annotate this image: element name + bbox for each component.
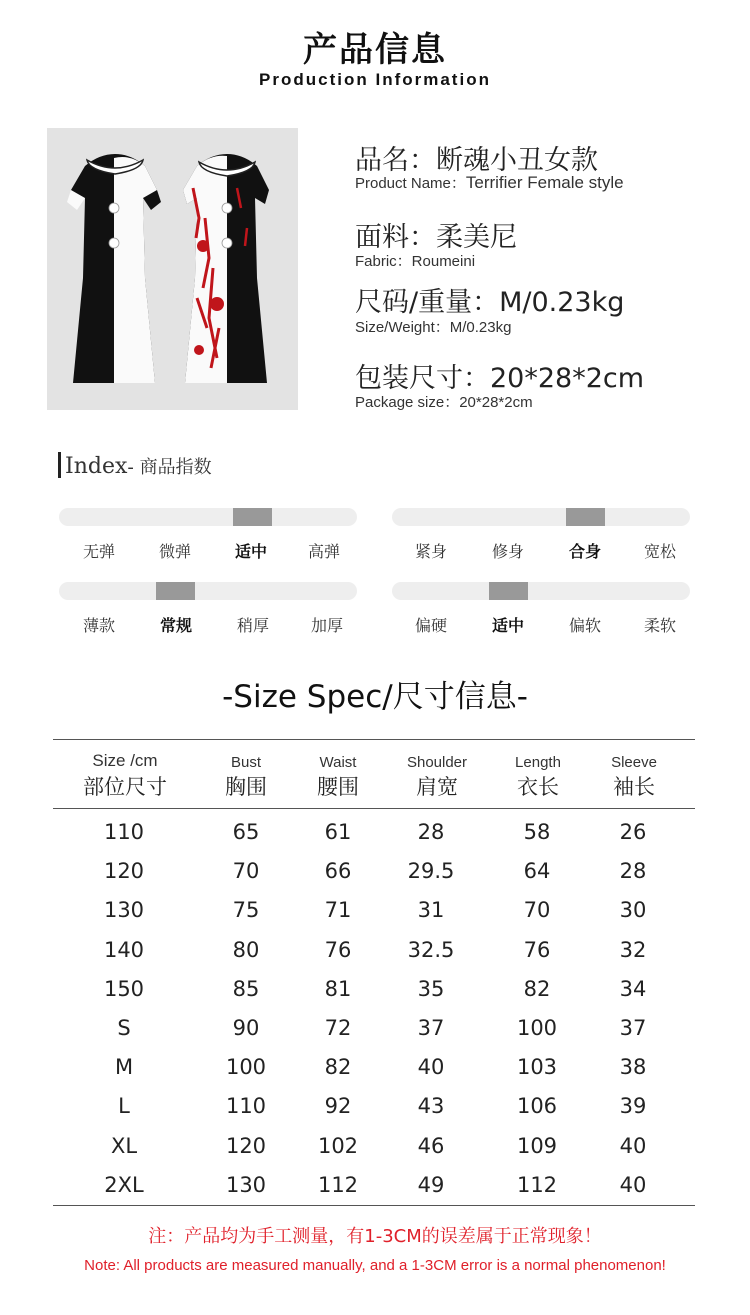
index-bar bbox=[58, 452, 61, 478]
table-cell: 40 bbox=[619, 1134, 647, 1158]
scale-label: 宽松 bbox=[643, 542, 676, 561]
scale-label: 无弹 bbox=[82, 542, 115, 561]
table-cell: XL bbox=[110, 1134, 138, 1158]
header-cn: 衣长 bbox=[517, 775, 559, 799]
product-name-en bbox=[355, 172, 624, 193]
table-cell: 75 bbox=[232, 898, 260, 922]
dress-blood-stained bbox=[183, 154, 269, 383]
scale-label: 薄款 bbox=[82, 616, 115, 635]
table-cell: 40 bbox=[417, 1055, 445, 1079]
scale-marker-elasticity bbox=[233, 508, 272, 526]
scale-track-softness bbox=[392, 582, 690, 600]
table-cell: 102 bbox=[317, 1134, 359, 1158]
table-cell: 80 bbox=[232, 938, 260, 962]
fabric: 面料：柔美尼 bbox=[355, 222, 517, 253]
table-cell: 65 bbox=[232, 820, 260, 844]
header-cn: 肩宽 bbox=[416, 775, 458, 799]
scale-label: 加厚 bbox=[310, 616, 343, 635]
table-cell: 110 bbox=[103, 820, 145, 844]
header-cn: 部位尺寸 bbox=[83, 775, 167, 799]
index-heading bbox=[58, 452, 212, 479]
table-cell: 112 bbox=[317, 1173, 359, 1197]
table-cell: 32 bbox=[619, 938, 647, 962]
package-size-en: Package size：20*28*2cm bbox=[355, 394, 533, 411]
table-cell: 130 bbox=[225, 1173, 267, 1197]
table-header-size bbox=[70, 751, 180, 801]
table-header-waist bbox=[298, 754, 378, 801]
table-cell: 31 bbox=[417, 898, 445, 922]
page-subtitle: Production Information bbox=[259, 70, 491, 89]
scale-label-selected: 适中 bbox=[491, 616, 524, 635]
table-cell: 109 bbox=[516, 1134, 558, 1158]
table-cell: 64 bbox=[523, 859, 551, 883]
table-cell: 40 bbox=[619, 1173, 647, 1197]
product-name-label: Product Name： bbox=[355, 175, 466, 192]
table-header-sleeve bbox=[594, 754, 674, 801]
table-cell: 120 bbox=[103, 859, 145, 883]
table-cell: 72 bbox=[324, 1016, 352, 1040]
table-cell: 110 bbox=[225, 1094, 267, 1118]
table-cell: 76 bbox=[324, 938, 352, 962]
table-cell: 28 bbox=[619, 859, 647, 883]
scale-label: 微弹 bbox=[158, 542, 191, 561]
scale-label: 柔软 bbox=[643, 616, 676, 635]
table-cell: 90 bbox=[232, 1016, 260, 1040]
table-cell: 85 bbox=[232, 977, 260, 1001]
scale-label-selected: 合身 bbox=[568, 542, 601, 561]
table-cell: 30 bbox=[619, 898, 647, 922]
table-cell: 29.5 bbox=[407, 859, 455, 883]
product-image bbox=[47, 128, 298, 410]
index-subtitle: - 商品指数 bbox=[127, 457, 212, 478]
table-cell: 37 bbox=[619, 1016, 647, 1040]
product-name: 品名：断魂小丑女款 bbox=[355, 145, 598, 176]
table-cell: 82 bbox=[523, 977, 551, 1001]
header-cn: 胸围 bbox=[225, 775, 267, 799]
header-en: Bust bbox=[230, 754, 261, 771]
package-size: 包装尺寸：20*28*2cm bbox=[355, 363, 645, 394]
table-cell: 58 bbox=[523, 820, 551, 844]
header-en: Sleeve bbox=[611, 754, 657, 771]
table-cell: 70 bbox=[523, 898, 551, 922]
table-cell: 100 bbox=[516, 1016, 558, 1040]
header-en: Shoulder bbox=[406, 754, 468, 771]
table-cell: L bbox=[118, 1094, 130, 1118]
size-spec-title: -Size Spec/尺寸信息- bbox=[222, 679, 528, 715]
table-header-bust bbox=[206, 754, 286, 801]
table-cell: 100 bbox=[225, 1055, 267, 1079]
header-cn: 腰围 bbox=[317, 775, 359, 799]
table-rule-bottom bbox=[53, 1205, 695, 1206]
table-cell: 140 bbox=[103, 938, 145, 962]
table-cell: 34 bbox=[619, 977, 647, 1001]
scale-label-selected: 常规 bbox=[159, 616, 192, 635]
table-header-shoulder bbox=[392, 754, 482, 801]
table-cell: 112 bbox=[516, 1173, 558, 1197]
table-cell: 35 bbox=[417, 977, 445, 1001]
header-cn: 袖长 bbox=[613, 775, 655, 799]
table-cell: 38 bbox=[619, 1055, 647, 1079]
product-name-value: Terrifier Female style bbox=[465, 173, 624, 192]
scale-label: 高弹 bbox=[307, 542, 340, 561]
scale-track-fit bbox=[392, 508, 690, 526]
table-header-length bbox=[498, 754, 578, 801]
scale-marker-softness bbox=[489, 582, 528, 600]
table-cell: 49 bbox=[417, 1173, 445, 1197]
table-rule-top bbox=[53, 739, 695, 740]
scale-label: 紧身 bbox=[414, 542, 447, 561]
scale-label: 偏硬 bbox=[414, 616, 447, 635]
table-cell: 103 bbox=[516, 1055, 558, 1079]
table-cell: 39 bbox=[619, 1094, 647, 1118]
table-cell: 81 bbox=[324, 977, 352, 1001]
table-cell: 32.5 bbox=[407, 938, 455, 962]
header-en: Waist bbox=[319, 754, 357, 771]
table-cell: 37 bbox=[417, 1016, 445, 1040]
table-cell: 82 bbox=[324, 1055, 352, 1079]
scale-label: 稍厚 bbox=[236, 616, 269, 635]
page-title: 产品信息 bbox=[303, 30, 447, 70]
scale-label: 偏软 bbox=[568, 616, 601, 635]
table-cell: 92 bbox=[324, 1094, 352, 1118]
measurement-note-en: Note: All products are measured manually, and a 1-3CM error is a normal phenomenon! bbox=[84, 1257, 666, 1274]
table-cell: 2XL bbox=[104, 1173, 144, 1197]
scale-track-elasticity bbox=[59, 508, 357, 526]
table-cell: 71 bbox=[324, 898, 352, 922]
table-rule-header bbox=[53, 808, 695, 809]
fabric-en: Fabric：Roumeini bbox=[355, 253, 476, 270]
size-weight: 尺码/重量：M/0.23kg bbox=[355, 287, 625, 318]
size-weight-en: Size/Weight：M/0.23kg bbox=[355, 319, 512, 336]
dress-black-white bbox=[67, 154, 161, 383]
scale-marker-fit bbox=[566, 508, 605, 526]
scale-label: 修身 bbox=[491, 542, 524, 561]
table-cell: 66 bbox=[324, 859, 352, 883]
header-en: Size /cm bbox=[92, 751, 158, 770]
table-cell: 43 bbox=[417, 1094, 445, 1118]
table-cell: 76 bbox=[523, 938, 551, 962]
scale-marker-thickness bbox=[156, 582, 195, 600]
table-cell: 130 bbox=[103, 898, 145, 922]
index-title: Index bbox=[65, 454, 128, 479]
table-cell: 106 bbox=[516, 1094, 558, 1118]
table-cell: 46 bbox=[417, 1134, 445, 1158]
table-cell: 70 bbox=[232, 859, 260, 883]
scale-track-thickness bbox=[59, 582, 357, 600]
table-cell: M bbox=[114, 1055, 134, 1079]
header-en: Length bbox=[515, 754, 561, 771]
table-cell: 26 bbox=[619, 820, 647, 844]
table-cell: 150 bbox=[103, 977, 145, 1001]
table-cell: 120 bbox=[225, 1134, 267, 1158]
table-cell: 61 bbox=[324, 820, 352, 844]
scale-label-selected: 适中 bbox=[234, 542, 267, 561]
table-cell: 28 bbox=[417, 820, 445, 844]
table-cell: S bbox=[117, 1016, 131, 1040]
measurement-note-cn: 注：产品均为手工测量，有1-3CM的误差属于正常现象！ bbox=[148, 1226, 602, 1247]
